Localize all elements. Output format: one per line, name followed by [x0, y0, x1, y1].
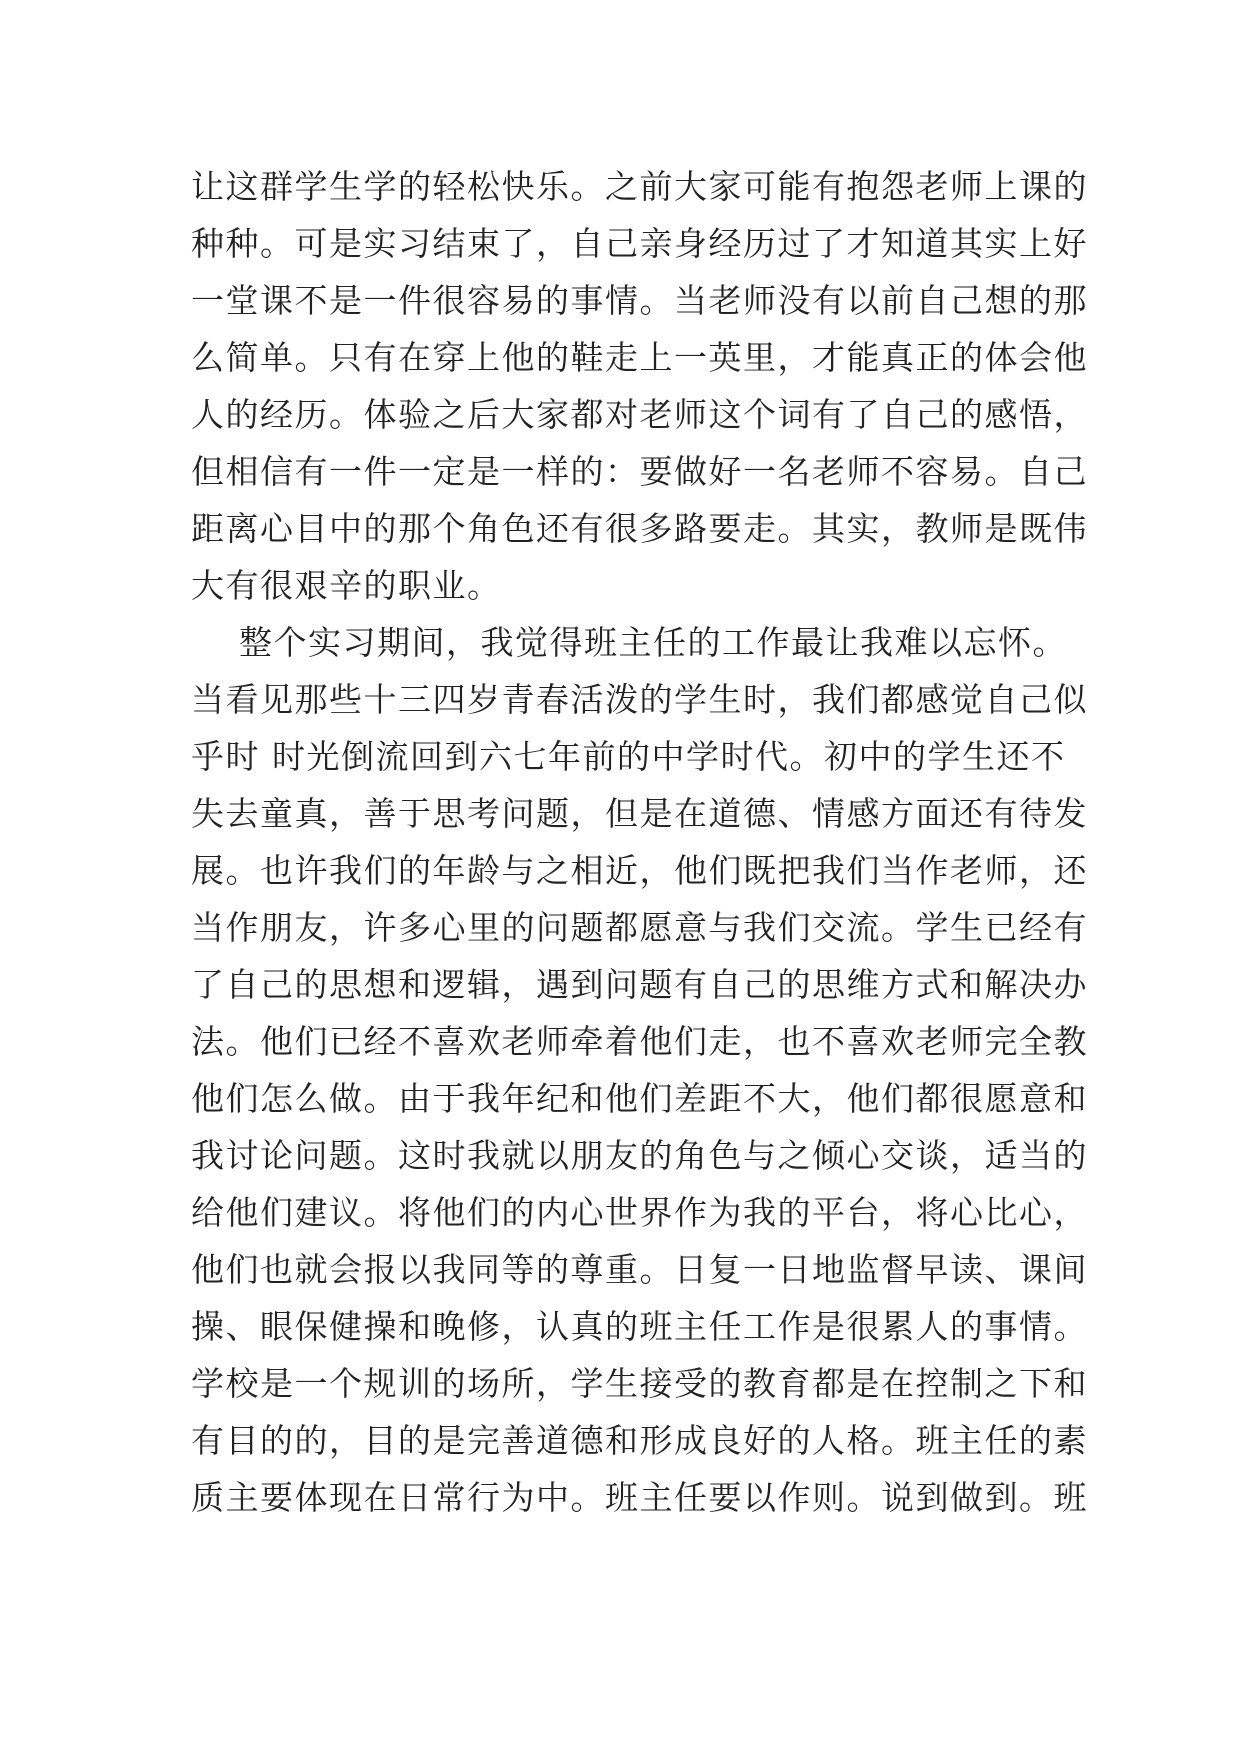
text-line: 但相信有一件一定是一样的：要做好一名老师不容易。自己	[191, 452, 1088, 491]
text-line: 给他们建议。将他们的内心世界作为我的平台，将心比心，	[191, 1193, 1088, 1232]
text-line: 我讨论问题。这时我就以朋友的角色与之倾心交谈，适当的	[191, 1136, 1088, 1175]
text-line: 当看见那些十三四岁青春活泼的学生时，我们都感觉自己似	[191, 680, 1088, 719]
text-line: 他们也就会报以我同等的尊重。日复一日地监督早读、课间	[191, 1250, 1088, 1289]
text-line: 了自己的思想和逻辑，遇到问题有自己的思维方式和解决办	[191, 965, 1088, 1004]
text-line: 法。他们已经不喜欢老师牵着他们走，也不喜欢老师完全教	[191, 1022, 1088, 1061]
text-line: 失去童真，善于思考问题，但是在道德、情感方面还有待发	[191, 794, 1088, 833]
text-line: 让这群学生学的轻松快乐。之前大家可能有抱怨老师上课的	[191, 167, 1088, 206]
paragraph-start-line: 整个实习期间，我觉得班主任的工作最让我难以忘怀。	[191, 623, 1067, 662]
text-line: 当作朋友，许多心里的问题都愿意与我们交流。学生已经有	[191, 908, 1088, 947]
text-line: 种种。可是实习结束了，自己亲身经历过了才知道其实上好	[191, 224, 1088, 263]
text-line: 么简单。只有在穿上他的鞋走上一英里，才能真正的体会他	[191, 338, 1088, 377]
text-line: 有目的的，目的是完善道德和形成良好的人格。班主任的素	[191, 1421, 1088, 1460]
text-line: 乎时 时光倒流回到六七年前的中学时代。初中的学生还不	[191, 737, 1066, 776]
document-body	[191, 158, 1088, 1526]
text-line: 展。也许我们的年龄与之相近，他们既把我们当作老师，还	[191, 851, 1088, 890]
text-line: 他们怎么做。由于我年纪和他们差距不大，他们都很愿意和	[191, 1079, 1088, 1118]
text-line: 距离心目中的那个角色还有很多路要走。其实，教师是既伟	[191, 509, 1088, 548]
text-line: 学校是一个规训的场所，学生接受的教育都是在控制之下和	[191, 1364, 1088, 1403]
text-line: 质主要体现在日常行为中。班主任要以作则。说到做到。班	[191, 1478, 1088, 1517]
text-line: 一堂课不是一件很容易的事情。当老师没有以前自己想的那	[191, 281, 1088, 320]
text-line: 人的经历。体验之后大家都对老师这个词有了自己的感悟，	[191, 395, 1088, 434]
text-line: 操、眼保健操和晚修，认真的班主任工作是很累人的事情。	[191, 1307, 1088, 1346]
text-line: 大有很艰辛的职业。	[191, 566, 502, 605]
